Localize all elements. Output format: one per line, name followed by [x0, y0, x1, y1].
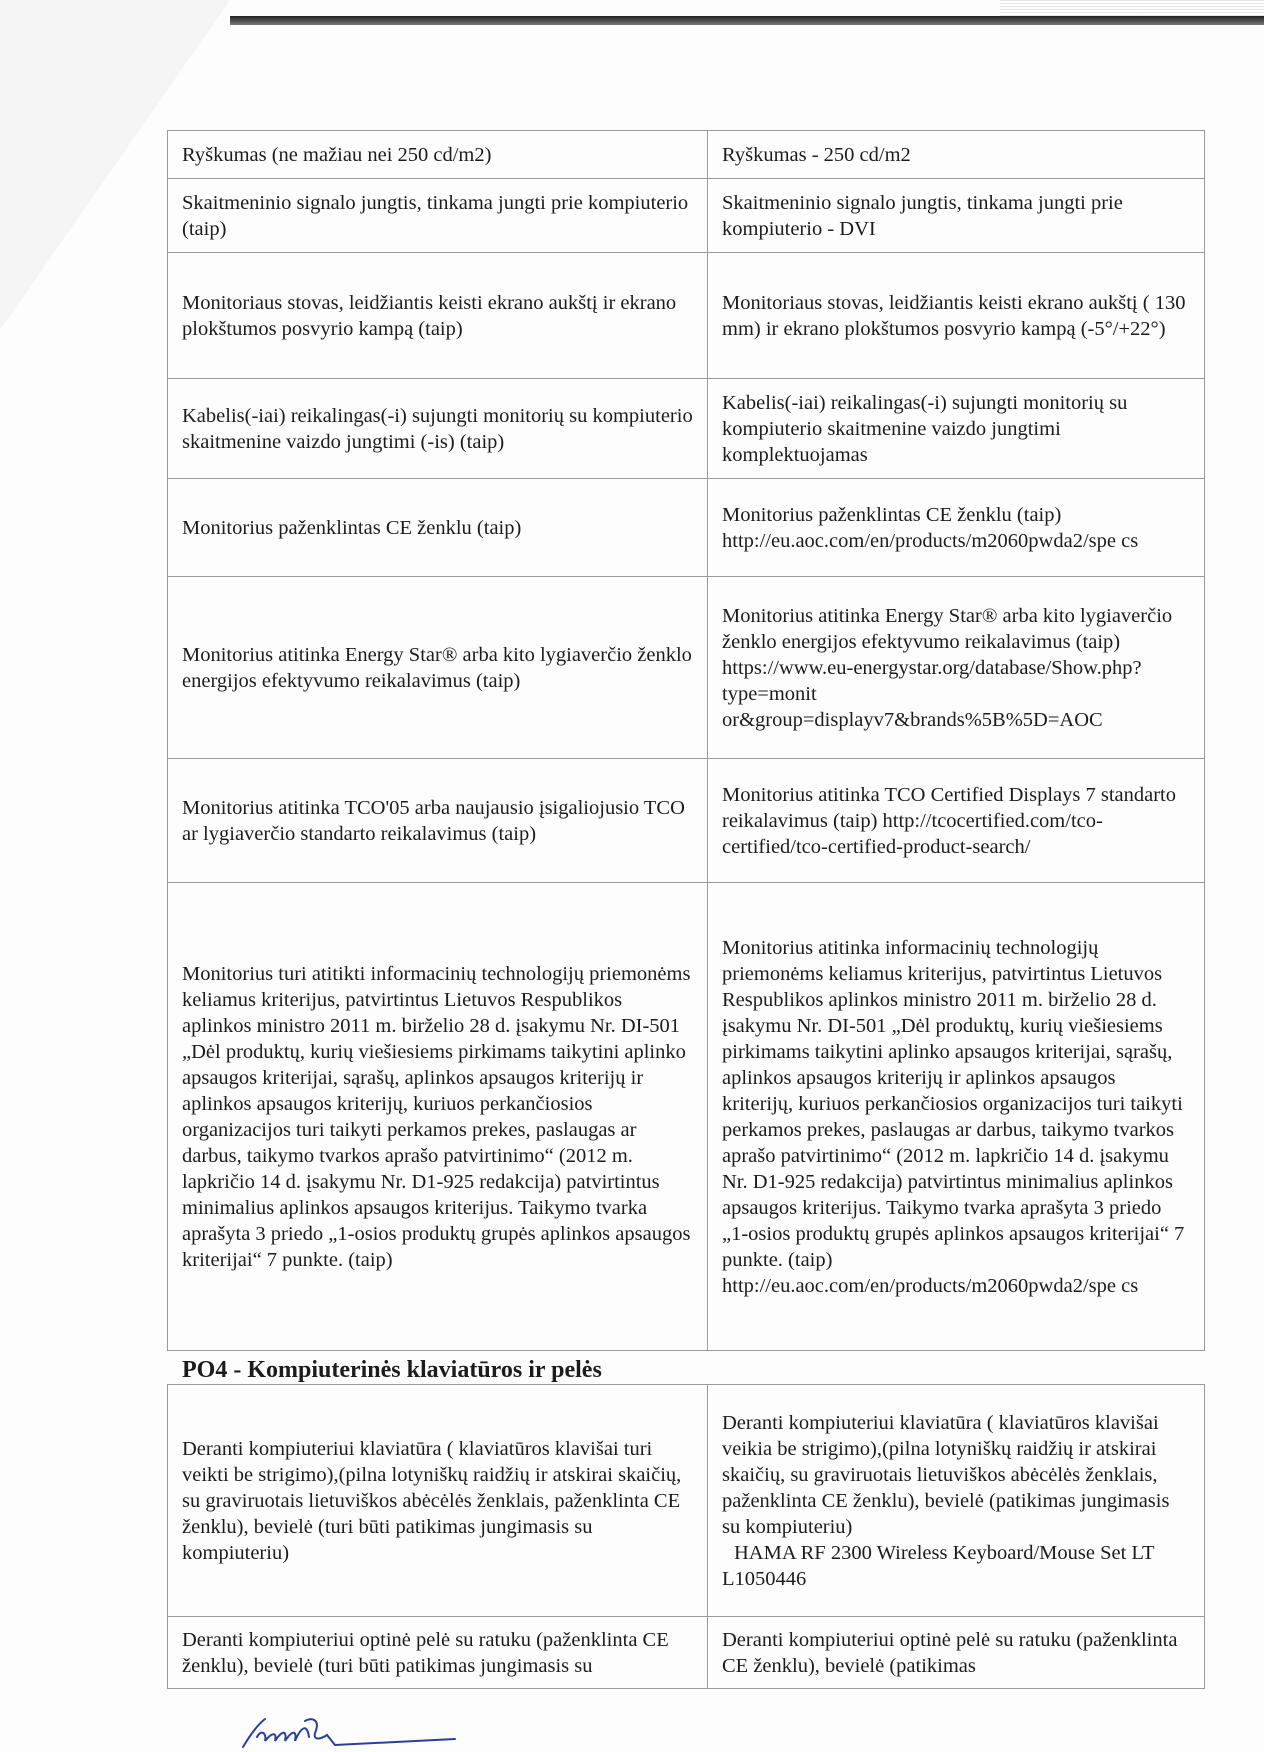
offer-text: Deranti kompiuteriui klaviatūra ( klaviatūros klavišai veikia be strigimo),(pilna lotyniškų raidžių ir atskirai skaičių, su graviruotais lietuviškos abėcėlės ženklais, paženklinta CE ženklu), bevielė (patikimas jungimasis su kompiuteriu) — [722, 1411, 1170, 1538]
requirement-cell: Skaitmeninio signalo jungtis, tinkama jungti prie kompiuterio (taip) — [168, 179, 708, 253]
requirement-cell: Ryškumas (ne mažiau nei 250 cd/m2) — [168, 131, 708, 179]
product-model: HAMA RF 2300 Wireless Keyboard/Mouse Set LT L1050446 — [722, 1541, 1155, 1590]
signature — [235, 1715, 465, 1751]
offer-cell: Monitorius atitinka informacinių technologijų priemonėms keliamus kriterijus, patvirtintus Lietuvos Respublikos aplinkos ministro 2011 m. birželio 28 d. įsakymu Nr. DI-501 „Dėl produktų, kurių viešiesiems pirkimams taikytini aplinko apsaugos kriterijai, sąrašų, aplinkos apsaugos kriterijų ir aplinkos apsaugos kriterijų, kuriuos perkančiosios organizacijos turi taikyti perkamos prekes, paslaugas ar darbus, taikymo tvarkos aprašo patvirtinimo“ (2012 m. lapkričio 14 d. įsakymu Nr. D1-925 redakcija) patvirtintus minimalius aplinkos apsaugos kriterijus. Taikymo tvarka aprašyta 3 priedo „1-osios produktų grupės aplinkos apsaugos kriterijai“ 7 punkte. (taip) http://eu.aoc.com/en/products/m2060pwda2/spe cs — [708, 883, 1205, 1351]
offer-cell: Monitorius atitinka Energy Star® arba kito lygiaverčio ženklo energijos efektyvumo reikalavimus (taip) https://www.eu-energystar.org/database/Show.php?type=monit or&group=displayv7&brands%5B%5D=AOC — [708, 577, 1205, 759]
offer-cell: Skaitmeninio signalo jungtis, tinkama jungti prie kompiuterio - DVI — [708, 179, 1205, 253]
offer-cell: Monitorius paženklintas CE ženklu (taip) http://eu.aoc.com/en/products/m2060pwda2/spe cs — [708, 479, 1205, 577]
offer-cell — [708, 1385, 1205, 1617]
offer-cell: Monitoriaus stovas, leidžiantis keisti ekrano aukštį ( 130 mm) ir ekrano plokštumos posvyrio kampą (-5°/+22°) — [708, 253, 1205, 379]
offer-cell: Kabelis(-iai) reikalingas(-i) sujungti monitorių su kompiuterio skaitmenine vaizdo jungtimi komplektuojamas — [708, 379, 1205, 479]
requirement-cell: Monitorius atitinka TCO'05 arba naujausio įsigaliojusio TCO ar lygiaverčio standarto reikalavimus (taip) — [168, 759, 708, 883]
spec-table-monitor — [167, 130, 1205, 1351]
requirement-cell: Kabelis(-iai) reikalingas(-i) sujungti monitorių su kompiuterio skaitmenine vaizdo jungtimi (-is) (taip) — [168, 379, 708, 479]
offer-cell: Monitorius atitinka TCO Certified Displays 7 standarto reikalavimus (taip) http://tcocertified.com/tco-certified/tco-certified-product-search/ — [708, 759, 1205, 883]
requirement-cell: Monitoriaus stovas, leidžiantis keisti ekrano aukštį ir ekrano plokštumos posvyrio kampą (taip) — [168, 253, 708, 379]
requirement-cell: Monitorius paženklintas CE ženklu (taip) — [168, 479, 708, 577]
spec-table-keyboard-mouse — [167, 1384, 1205, 1689]
offer-cell: Deranti kompiuteriui optinė pelė su ratuku (paženklinta CE ženklu), bevielė (patikimas — [708, 1617, 1205, 1689]
requirement-cell: Monitorius atitinka Energy Star® arba kito lygiaverčio ženklo energijos efektyvumo reikalavimus (taip) — [168, 577, 708, 759]
section-heading: PO4 - Kompiuterinės klaviatūros ir pelės — [182, 1357, 602, 1383]
requirement-cell: Monitorius turi atitikti informacinių technologijų priemonėms keliamus kriterijus, patvirtintus Lietuvos Respublikos aplinkos ministro 2011 m. birželio 28 d. įsakymu Nr. DI-501 „Dėl produktų, kurių viešiesiems pirkimams taikytini aplinko apsaugos kriterijai, sąrašų, aplinkos apsaugos kriterijų ir aplinkos apsaugos kriterijų, kuriuos perkančiosios organizacijos turi taikyti perkamos prekes, paslaugas ar darbus, taikymo tvarkos aprašo patvirtinimo“ (2012 m. lapkričio 14 d. įsakymu Nr. D1-925 redakcija) patvirtintus minimalius aplinkos apsaugos kriterijus. Taikymo tvarka aprašyta 3 priedo „1-osios produktų grupės aplinkos apsaugos kriterijai“ 7 punkte. (taip) — [168, 883, 708, 1351]
requirement-cell: Deranti kompiuteriui klaviatūra ( klaviatūros klavišai turi veikti be strigimo),(pilna lotyniškų raidžių ir atskirai skaičių, su graviruotais lietuviškos abėcėlės ženklais, paženklinta CE ženklu), bevielė (turi būti patikimas jungimasis su kompiuteriu) — [168, 1385, 708, 1617]
requirement-cell: Deranti kompiuteriui optinė pelė su ratuku (paženklinta CE ženklu), bevielė (turi būti patikimas jungimasis su — [168, 1617, 708, 1689]
offer-cell: Ryškumas - 250 cd/m2 — [708, 131, 1205, 179]
scan-top-bar — [230, 16, 1264, 25]
